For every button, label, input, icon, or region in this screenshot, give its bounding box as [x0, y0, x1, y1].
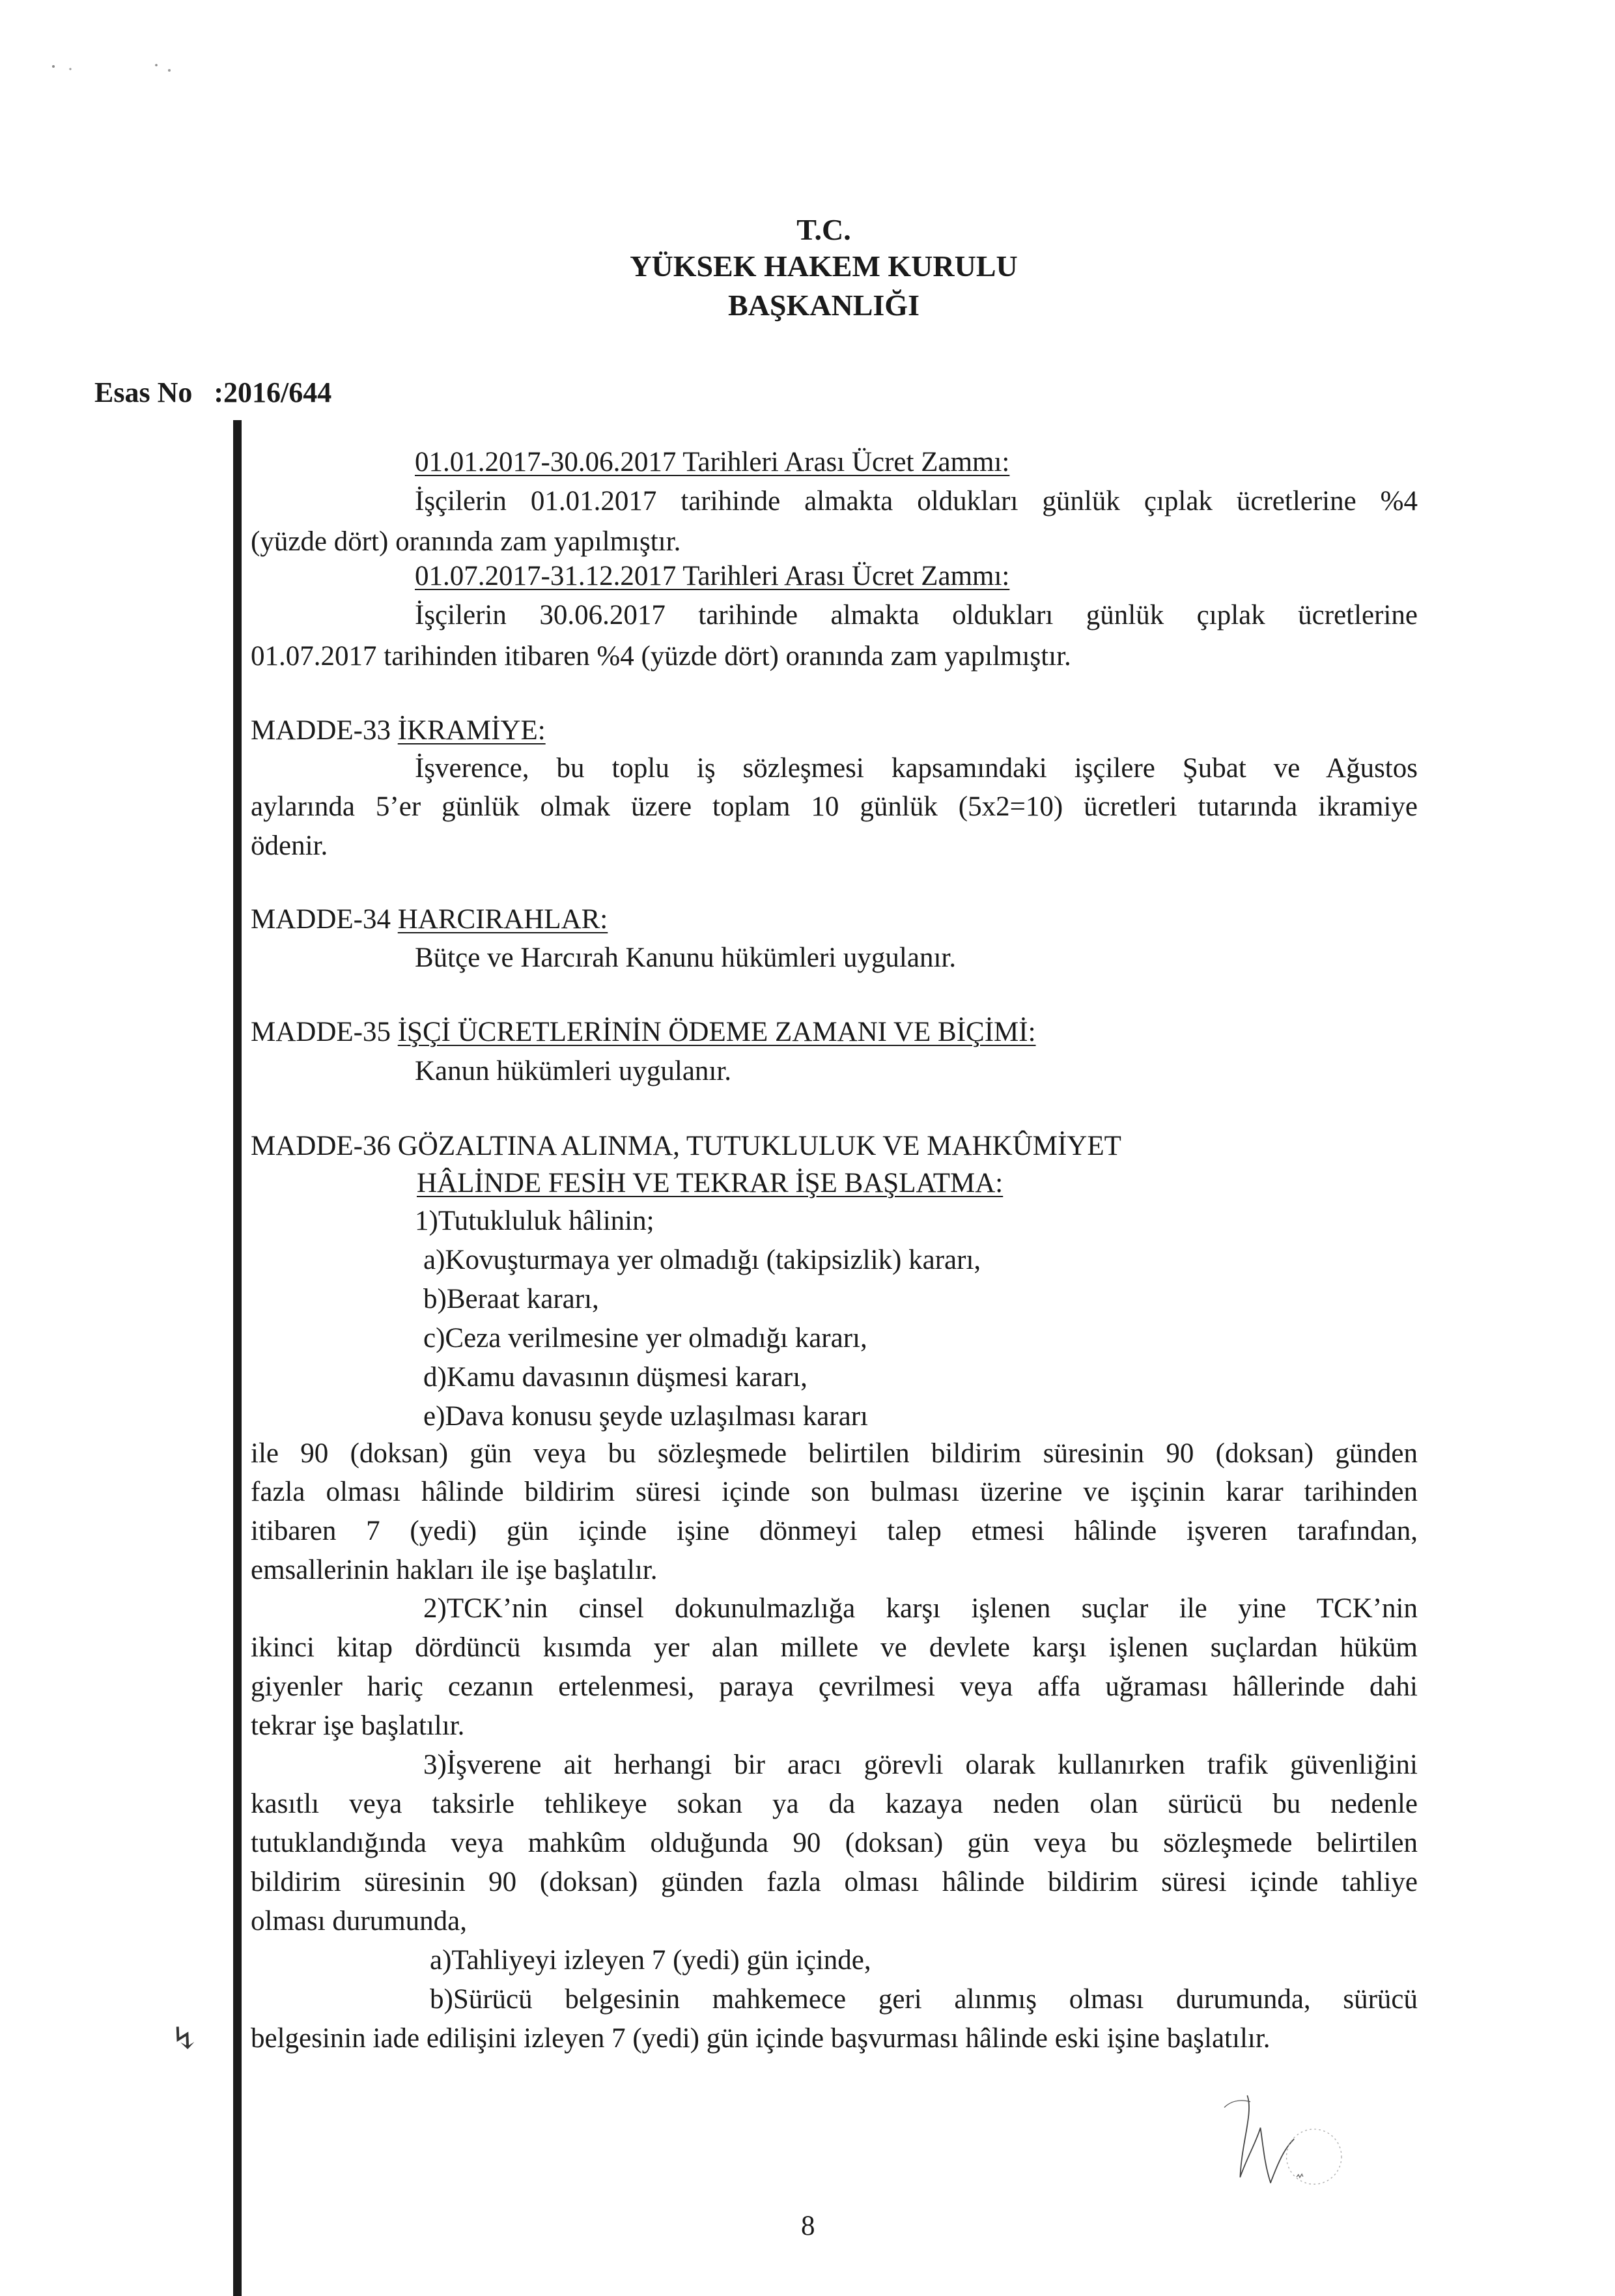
- article-36-para-2-line-3: giyenler hariç cezanın ertelenmesi, paraya çevrilmesi veya affa uğraması hâllerinde dahi: [251, 1671, 1418, 1702]
- article-36-para-3-line-3: tutuklandığında veya mahkûm olduğunda 90 (doksan) gün veya bu sözleşmede belirtilen: [251, 1828, 1418, 1858]
- article-36-para-3-line-4: bildirim süresinin 90 (doksan) günden fazla olması hâlinde bildirim süresi içinde tahliye: [251, 1867, 1418, 1897]
- article-36-para-3-line-5: olması durumunda,: [251, 1906, 468, 1936]
- article-35-heading: [251, 1016, 1036, 1048]
- article-36-para-2-line-2: ikinci kitap dördüncü kısımda yer alan millete ve devlete karşı işlenen suçlardan hüküm: [251, 1632, 1418, 1663]
- case-number-label: Esas No: [94, 376, 193, 408]
- wage-paragraph-1-line-1: İşçilerin 01.01.2017 tarihinde almakta oldukları günlük çıplak ücretlerine %4: [415, 486, 1418, 517]
- signature-icon: [1133, 2084, 1420, 2189]
- wage-paragraph-2-line-2: 01.07.2017 tarihinden itibaren %4 (yüzde dört) oranında zam yapılmıştır.: [251, 641, 1071, 672]
- article-36-para-1-line-3: itibaren 7 (yedi) gün içinde işine dönmeyi talep etmesi hâlinde işveren tarafından,: [251, 1516, 1418, 1546]
- article-36-heading-line-1: MADDE-36 GÖZALTINA ALINMA, TUTUKLULUK VE MAHKÛMİYET: [251, 1131, 1121, 1161]
- article-33-heading: [251, 715, 546, 746]
- article-34-line-1: Bütçe ve Harcırah Kanunu hükümleri uygulanır.: [415, 942, 957, 973]
- case-number-value: :2016/644: [214, 376, 332, 408]
- header-tc: T.C.: [796, 213, 851, 246]
- header-presidency: BAŞKANLIĞI: [728, 289, 920, 322]
- wage-heading-1: 01.01.2017-30.06.2017 Tarihleri Arası Ücret Zammı:: [415, 447, 1010, 477]
- article-34-heading: [251, 903, 608, 935]
- article-36-para-3-line-2: kasıtlı veya taksirle tehlikeye sokan ya da kazaya neden olan sürücü bu nedenle: [251, 1789, 1418, 1819]
- article-34-number: MADDE-34: [251, 904, 391, 935]
- article-36-item-1: 1)Tutukluluk hâlinin;: [415, 1206, 654, 1236]
- header-institution: YÜKSEK HAKEM KURULU: [630, 249, 1018, 283]
- article-35-number: MADDE-35: [251, 1017, 391, 1047]
- article-36-item-1a: a)Kovuşturmaya yer olmadığı (takipsizlik) kararı,: [423, 1245, 981, 1275]
- article-36-para-1-line-2: fazla olması hâlinde bildirim süresi içinde son bulması üzerine ve işçinin karar tarihinden: [251, 1477, 1418, 1507]
- article-36-item-3a: a)Tahliyeyi izleyen 7 (yedi) gün içinde,: [430, 1945, 871, 1976]
- article-34-title: HARCIRAHLAR:: [397, 904, 608, 935]
- article-36-para-1-line-4: emsallerinin hakları ile işe başlatılır.: [251, 1555, 658, 1585]
- article-36-para-3-line-1: 3)İşverene ait herhangi bir aracı görevli olarak kullanırken trafik güvenliğini: [423, 1750, 1418, 1780]
- article-33-title: İKRAMİYE:: [397, 715, 546, 746]
- article-36-item-1e: e)Dava konusu şeyde uzlaşılması kararı: [423, 1401, 868, 1432]
- article-33-line-1: İşverence, bu toplu iş sözleşmesi kapsamındaki işçilere Şubat ve Ağustos: [415, 753, 1418, 784]
- article-36-item-1d: d)Kamu davasının düşmesi kararı,: [423, 1362, 808, 1393]
- article-36-item-3b-line-1: b)Sürücü belgesinin mahkemece geri alınmış olması durumunda, sürücü: [430, 1984, 1418, 2015]
- wage-paragraph-1-line-2: (yüzde dört) oranında zam yapılmıştır.: [251, 526, 681, 557]
- article-36-heading-line-2: HÂLİNDE FESİH VE TEKRAR İŞE BAŞLATMA:: [417, 1168, 1004, 1198]
- article-36-item-3b-line-2: belgesinin iade edilişini izleyen 7 (yedi) gün içinde başvurması hâlinde eski işine başlatılır.: [251, 2023, 1271, 2054]
- article-33-number: MADDE-33: [251, 715, 391, 746]
- article-35-title: İŞÇİ ÜCRETLERİNİN ÖDEME ZAMANI VE BİÇİMİ:: [397, 1017, 1036, 1047]
- wage-paragraph-2-line-1: İşçilerin 30.06.2017 tarihinde almakta oldukları günlük çıplak ücretlerine: [415, 600, 1418, 631]
- page-number: 8: [801, 2211, 815, 2241]
- article-33-line-3: ödenir.: [251, 830, 328, 861]
- article-36-para-1-line-1: ile 90 (doksan) gün veya bu sözleşmede belirtilen bildirim süresinin 90 (doksan) günden: [251, 1438, 1418, 1469]
- wage-heading-2: 01.07.2017-31.12.2017 Tarihleri Arası Ücret Zammı:: [415, 561, 1010, 591]
- article-33-line-2: aylarında 5’er günlük olmak üzere toplam 10 günlük (5x2=10) ücretleri tutarında ikramiye: [251, 791, 1418, 822]
- article-36-item-1c: c)Ceza verilmesine yer olmadığı kararı,: [423, 1323, 867, 1354]
- article-36-para-2-line-1: 2)TCK’nin cinsel dokunulmazlığa karşı işlenen suçlar ile yine TCK’nin: [423, 1593, 1418, 1624]
- article-36-item-1b: b)Beraat kararı,: [423, 1284, 599, 1314]
- article-36-para-2-line-4: tekrar işe başlatılır.: [251, 1710, 465, 1741]
- article-35-line-1: Kanun hükümleri uygulanır.: [415, 1056, 732, 1086]
- margin-initials: ↯: [167, 2017, 202, 2060]
